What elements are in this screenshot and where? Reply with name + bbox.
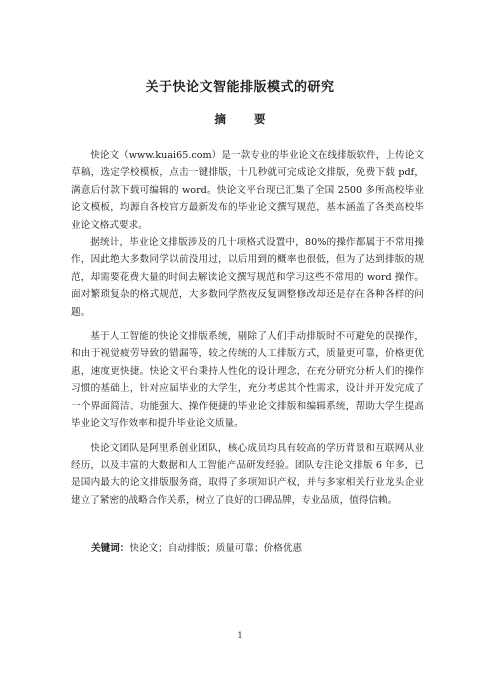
paper-title: 关于快论文智能排版模式的研究 bbox=[145, 80, 335, 95]
abstract-paragraph-1: 快论文（www.kuai65.com）是一款专业的毕业论文在线排版软件，上传论文草稿，选定学校模板，点击一键排版，十几秒就可完成论文排版，免费下载 pdf，满意后付款下载可编辑的 word。快论文平台现已汇集了全国 2500 多所高校毕业论文模板，均源自各校官方最新发布的毕业论文撰写规范，基本涵盖了各类高校毕业论文格式要求。 bbox=[71, 150, 424, 231]
abstract-paragraph-3: 基于人工智能的快论文排版系统，剔除了人们手动排版时不可避免的误操作，和由于视觉疲劳导致的错漏等，较之传统的人工排版方式，质量更可靠，价格更优惠，速度更快捷。快论文平台秉持人性化的设计理念，在充分研究分析人们的操作习惯的基础上，针对应届毕业的大学生，充分考虑其个性需求，设计并开发完成了一个界面简洁、功能强大、操作便捷的毕业论文排版和编辑系统，帮助大学生提高毕业论文写作效率和提升毕业论文质量。 bbox=[71, 331, 424, 430]
page-number: 1 bbox=[237, 631, 243, 640]
keywords-label: 关键词： bbox=[91, 543, 130, 554]
keywords-text: 快论文；自动排版；质量可靠；价格优惠 bbox=[129, 543, 303, 554]
abstract-paragraph-2: 据统计，毕业论文排版涉及的几十项格式设置中，80%的操作都属于不常用操作，因此绝大多数同学以前没用过，以后用到的概率也很低，但为了达到排版的规范，却需要花费大量的时间去解读论文撰写规范和学习这些不常用的 word 操作。面对繁琐复杂的格式规范，大多数同学熬夜反复调整修改却还是存在各种各样的问题。 bbox=[71, 237, 424, 318]
abstract-body bbox=[71, 147, 424, 509]
keywords-line bbox=[91, 540, 424, 557]
abstract-paragraph-4: 快论文团队是阿里系创业团队，核心成员均具有较高的学历背景和互联网从业经历，以及丰富的大数据和人工智能产品研发经验。团队专注论文排版 6 年多，已是国内最大的论文排版服务商，取得了多项知识产权，并与多家相关行业龙头企业建立了紧密的战略合作关系，树立了良好的口碑品牌，专业品质，值得信赖。 bbox=[71, 442, 424, 506]
abstract-heading: 摘 要 bbox=[214, 112, 278, 126]
